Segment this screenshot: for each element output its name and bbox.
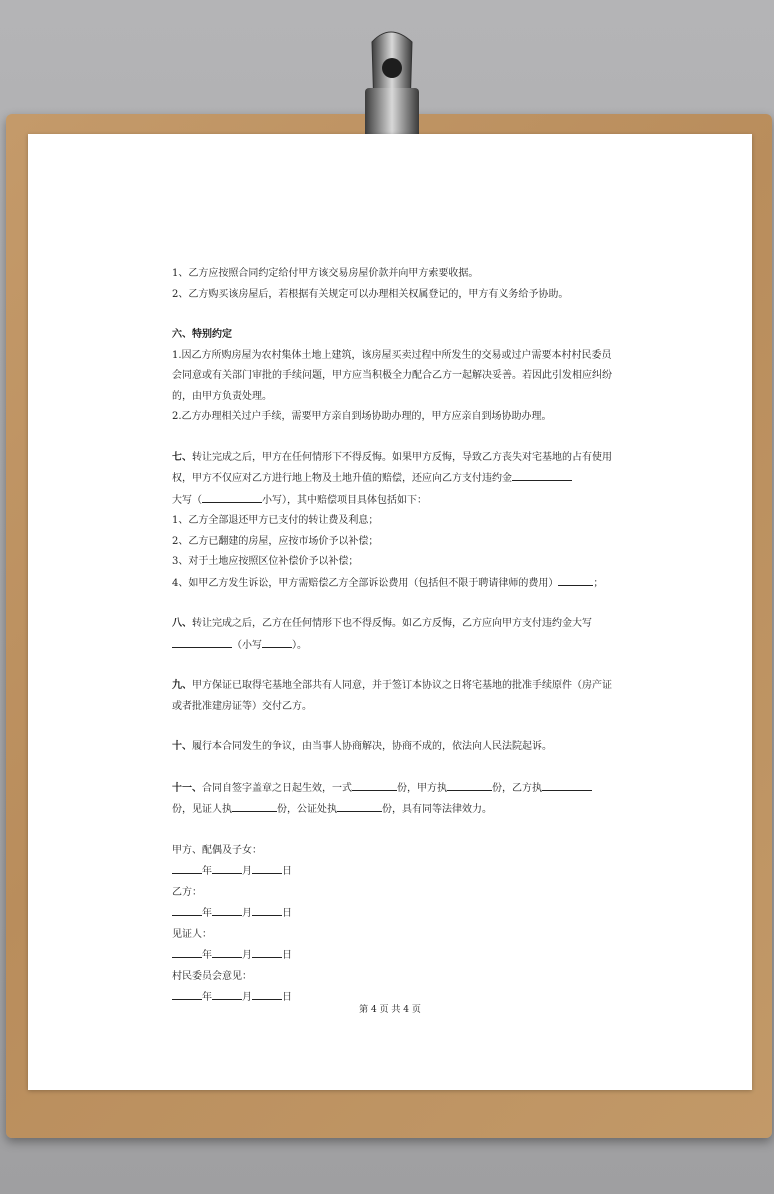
amount-blank[interactable] (202, 490, 262, 503)
committee-date: 年 月 日 (172, 987, 612, 1009)
document-page (28, 134, 752, 1090)
section-11-line-2: 份，见证人执 份，公证处执 份，具有同等法律效力。 (172, 799, 612, 821)
page-footer: 第 4 页 共 4 页 (359, 1005, 421, 1015)
section-8-amount: （小写 ）。 (172, 635, 612, 657)
s8-small-blank[interactable] (262, 635, 292, 648)
copies-blank[interactable] (352, 778, 397, 791)
s7-item-1: 1、乙方全部退还甲方已支付的转让费及利息； (172, 515, 379, 526)
s5-item-1: 1、乙方应按照合同约定给付甲方该交易房屋价款并向甲方索要收据。 (172, 268, 479, 279)
committee-label: 村民委员会意见： (172, 970, 252, 982)
contract-body (172, 264, 612, 1009)
section-11-para: 十一、合同自签字盖章之日起生效，一式 份，甲方执 份，乙方执 (172, 778, 612, 800)
section-8-para: 八、转让完成之后，乙方在任何情形下也不得反悔。如乙方反悔，乙方应向甲方支付违约金大写 (172, 618, 592, 629)
party-b-copies-blank[interactable] (542, 778, 592, 791)
witness-label: 见证人： (172, 928, 212, 940)
section-10-title: 十、 (172, 741, 192, 752)
witness-date: 年 月 日 (172, 945, 612, 967)
section-9-title: 九、 (172, 680, 192, 691)
section-6-title: 六、特别约定 (172, 329, 232, 340)
section-6-para-2: 2.乙方办理相关过户手续，需要甲方亲自到场协助办理的，甲方应亲自到场协助办理。 (172, 411, 552, 422)
section-7-title: 七、 (172, 451, 192, 463)
section-10-para: 十、履行本合同发生的争议，由当事人协商解决，协商不成的，依法向人民法院起诉。 (172, 741, 552, 752)
s7-item-3: 3、对于土地应按照区位补偿价予以补偿； (172, 556, 359, 567)
section-8-title: 八、 (172, 618, 192, 629)
party-a-copies-blank[interactable] (447, 778, 492, 791)
fee-blank[interactable] (558, 573, 593, 586)
party-b-label: 乙方： (172, 886, 202, 898)
s7-item-2: 2、乙方已翻建的房屋，应按市场价予以补偿； (172, 535, 379, 547)
section-6-para-1: 1.因乙方所购房屋为农村集体土地上建筑，该房屋买卖过程中所发生的交易或过户需要本村村民委员会同意或有关部门审批的手续问题，甲方应当积极全力配合乙方一起解决妥善。若因此引发相应纠纷的，由甲方负责处理。 (172, 349, 612, 402)
section-11-title: 十一、 (172, 782, 202, 794)
notary-copies-blank[interactable] (337, 799, 382, 812)
witness-copies-blank[interactable] (232, 799, 277, 812)
section-7-amount: 大写（ 小写），其中赔偿项目具体包括如下： (172, 490, 612, 512)
s8-amount-blank[interactable] (172, 635, 232, 648)
party-a-label: 甲方、配偶及子女： (172, 844, 262, 856)
s5-item-2: 2、乙方购买该房屋后，若根据有关规定可以办理相关权属登记的，甲方有义务给予协助。 (172, 288, 569, 300)
penalty-blank[interactable] (512, 468, 572, 481)
party-a-date: 年 月 日 (172, 861, 612, 883)
signature-block (172, 841, 612, 1009)
section-7-para: 七、转让完成之后，甲方在任何情形下不得反悔。如果甲方反悔，导致乙方丧失对宅基地的占有使用权，甲方不仅应对乙方进行地上物及土地升值的赔偿，还应向乙方支付违约金 (172, 451, 612, 484)
section-9-para: 九、甲方保证已取得宅基地全部共有人同意，并于签订本协议之日将宅基地的批准手续原件（房产证或者批准建房证等）交付乙方。 (172, 680, 612, 712)
s7-item-4: 4、如甲乙方发生诉讼，甲方需赔偿乙方全部诉讼费用（包括但不限于聘请律师的费用） ； (172, 573, 612, 595)
party-b-date: 年 月 日 (172, 903, 612, 925)
